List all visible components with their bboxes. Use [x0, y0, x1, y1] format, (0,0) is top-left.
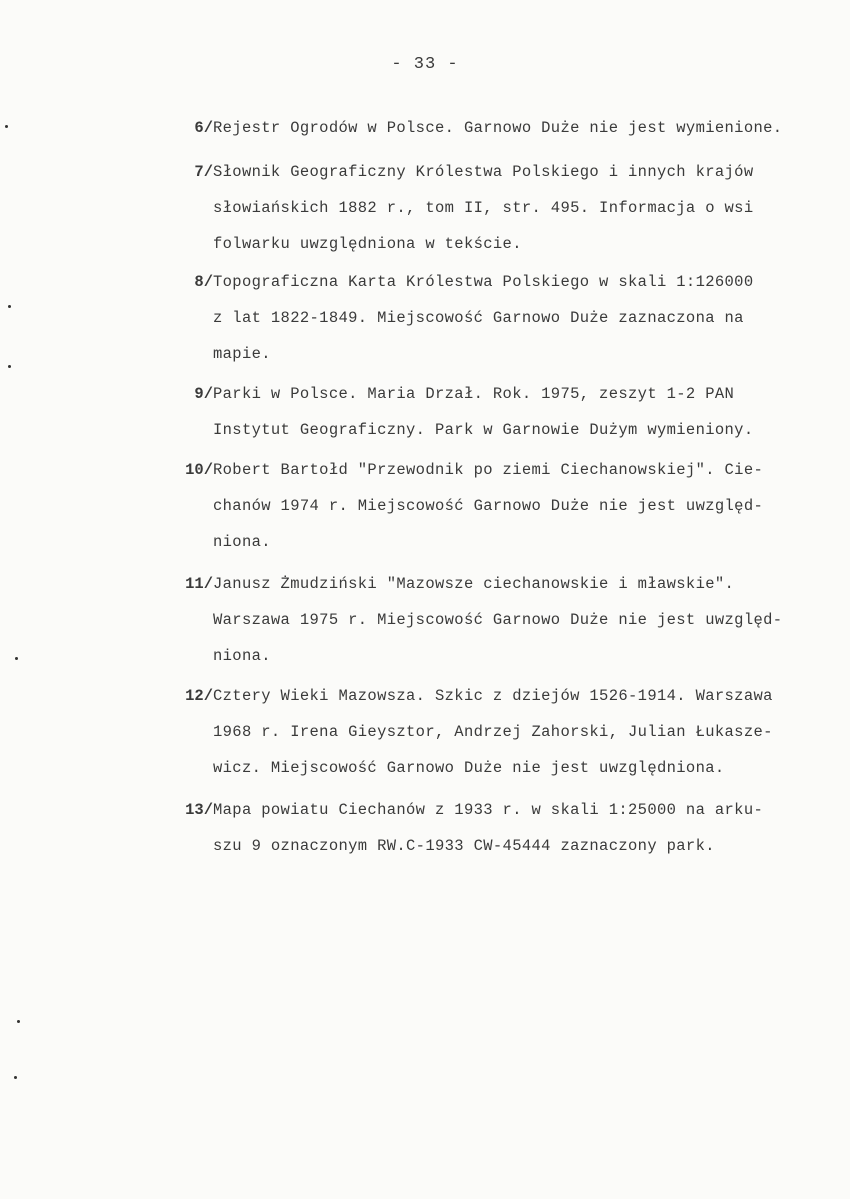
- bibliography-entry-12: [163, 678, 843, 786]
- entry-line: folwarku uwzględniona w tekście.: [213, 235, 522, 253]
- bibliography-entry-9: [163, 376, 843, 448]
- entry-line: Warszawa 1975 r. Miejscowość Garnowo Duże nie jest uwzględ-: [213, 611, 783, 629]
- entry-number: 12/: [185, 687, 213, 705]
- scan-mark: [15, 657, 18, 660]
- entry-line: chanów 1974 r. Miejscowość Garnowo Duże nie jest uwzględ-: [213, 497, 764, 515]
- entry-number: 11/: [185, 575, 213, 593]
- entry-number: 6/: [194, 119, 213, 137]
- bibliography-entry-10: [163, 452, 843, 560]
- entry-line: Janusz Żmudziński "Mazowsze ciechanowskie i mławskie".: [213, 575, 735, 593]
- scan-mark: [8, 305, 11, 308]
- entry-line: Rejestr Ogrodów w Polsce. Garnowo Duże nie jest wymienione.: [213, 119, 783, 137]
- entry-line: Parki w Polsce. Maria Drzał. Rok. 1975, zeszyt 1-2 PAN: [213, 385, 735, 403]
- entry-number: 9/: [194, 385, 213, 403]
- entry-line: wicz. Miejscowość Garnowo Duże nie jest uwzględniona.: [213, 759, 725, 777]
- entry-line: mapie.: [213, 345, 271, 363]
- bibliography-entry-8: [163, 264, 843, 372]
- entry-line: Robert Bartołd "Przewodnik po ziemi Ciechanowskiej". Cie-: [213, 461, 764, 479]
- scan-mark: [17, 1020, 20, 1023]
- bibliography-entry-6: [163, 110, 843, 146]
- entry-number: 10/: [185, 461, 213, 479]
- entry-number: 7/: [194, 163, 213, 181]
- bibliography-entry-11: [163, 566, 843, 674]
- entry-number: 8/: [194, 273, 213, 291]
- scan-mark: [14, 1076, 17, 1079]
- entry-line: 1968 r. Irena Gieysztor, Andrzej Zahorski, Julian Łukasze-: [213, 723, 773, 741]
- entry-line: Topograficzna Karta Królestwa Polskiego w skali 1:126000: [213, 273, 754, 291]
- entry-number: 13/: [185, 801, 213, 819]
- entry-line: z lat 1822-1849. Miejscowość Garnowo Duże zaznaczona na: [213, 309, 744, 327]
- entry-line: Cztery Wieki Mazowsza. Szkic z dziejów 1526-1914. Warszawa: [213, 687, 773, 705]
- entry-line: Słownik Geograficzny Królestwa Polskiego i innych krajów: [213, 163, 754, 181]
- scan-mark: [8, 365, 11, 368]
- entry-line: Mapa powiatu Ciechanów z 1933 r. w skali 1:25000 na arku-: [213, 801, 764, 819]
- entry-line: Instytut Geograficzny. Park w Garnowie Dużym wymieniony.: [213, 421, 754, 439]
- bibliography-entry-7: [163, 154, 843, 262]
- entry-line: szu 9 oznaczonym RW.C-1933 CW-45444 zaznaczony park.: [213, 837, 715, 855]
- entry-line: niona.: [213, 647, 271, 665]
- entry-line: niona.: [213, 533, 271, 551]
- entry-line: słowiańskich 1882 r., tom II, str. 495. Informacja o wsi: [213, 199, 754, 217]
- scan-mark: [5, 125, 8, 128]
- bibliography-entry-13: [163, 792, 843, 864]
- page-number: - 33 -: [391, 55, 459, 74]
